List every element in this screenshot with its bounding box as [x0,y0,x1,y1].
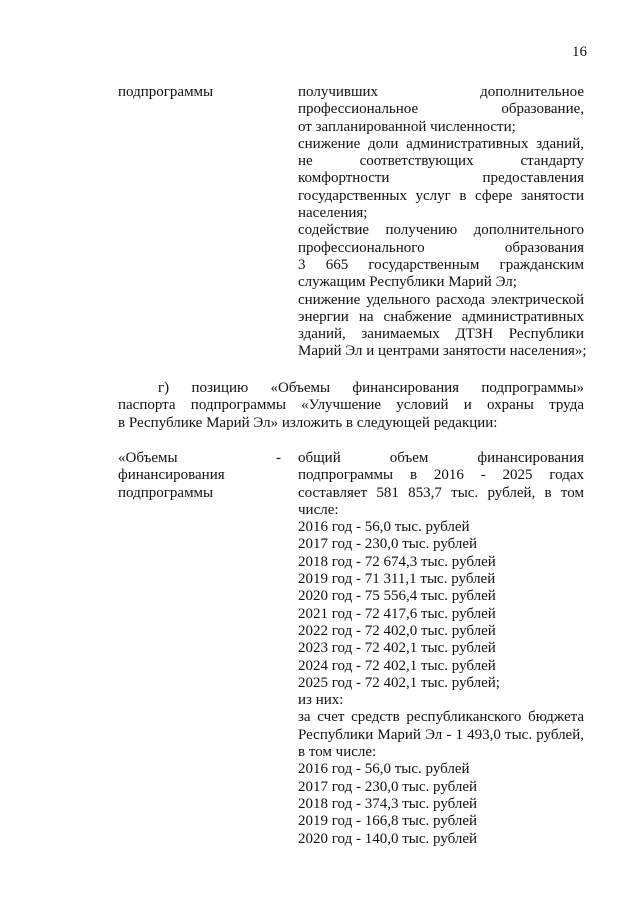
text-line: паспорта подпрограммы «Улучшение условий и охраны труда [118,397,584,414]
text-line: 2016 год - 56,0 тыс. рублей [298,519,470,536]
text-line: Республики Марий Эл - 1 493,0 тыс. рублей, [298,726,584,743]
text-line: составляет 581 853,7 тыс. рублей, в том [298,484,584,501]
text-line: числе: [298,501,339,518]
text-line: получивших дополнительное [298,84,584,100]
text-line: в том числе: [298,744,377,761]
text-line: зданий, занимаемых ДТЗН Республики [298,326,584,343]
text-line: профессиональное образование, [298,101,584,118]
text-line: г) позицию «Объемы финансирования подпрограммы» [158,380,584,396]
label-line: «Объемы [118,450,178,466]
page-number: 16 [572,44,587,60]
text-line: 2020 год - 75 556,4 тыс. рублей [298,588,496,605]
label-line: подпрограммы [118,484,214,501]
section-1-label: подпрограммы [118,84,214,100]
text-line: энергии на снабжение административных [298,308,584,325]
text-line: Марий Эл и центрами занятости населения»; [298,343,587,360]
text-line: 2021 год - 72 417,6 тыс. рублей [298,605,496,622]
text-line: 2018 год - 72 674,3 тыс. рублей [298,553,496,570]
text-line: 2018 год - 374,3 тыс. рублей [298,795,478,812]
section-2-label [118,450,288,502]
section-1-text [298,84,587,361]
text-line: 2022 год - 72 402,0 тыс. рублей [298,622,496,639]
text-line: снижение доли административных зданий, [298,135,584,152]
text-line: государственных услуг в сфере занятости [298,187,584,204]
text-line: 2019 год - 71 311,1 тыс. рублей [298,571,496,588]
text-line: 2025 год - 72 402,1 тыс. рублей; [298,674,500,691]
text-line: в Республике Марий Эл» изложить в следующей редакции: [118,414,498,431]
text-line: 2017 год - 230,0 тыс. рублей [298,536,478,553]
text-line: не соответствующих стандарту [298,153,584,170]
text-line: населения; [298,205,368,222]
text-line: служащим Республики Марий Эл; [298,274,517,291]
text-line: содействие получению дополнительного [298,222,584,239]
text-line: 2023 год - 72 402,1 тыс. рублей [298,640,496,657]
text-line: из них: [298,692,344,709]
amendment-paragraph [118,380,584,432]
text-line: профессионального образования [298,239,584,256]
text-line: снижение удельного расхода электрической [298,291,584,308]
section-2-text [298,450,584,848]
text-line: 2019 год - 166,8 тыс. рублей [298,813,478,830]
text-line: общий объем финансирования [298,450,584,466]
text-line: за счет средств республиканского бюджета [298,709,584,726]
text-line: подпрограммы в 2016 - 2025 годах [298,467,584,484]
label-line: финансирования [118,467,225,484]
text-line: 2017 год - 230,0 тыс. рублей [298,778,478,795]
text-line: 2024 год - 72 402,1 тыс. рублей [298,657,496,674]
text-line: 2016 год - 56,0 тыс. рублей [298,761,470,778]
text-line: от запланированной численности; [298,118,516,135]
section-2-dash: - [276,450,281,466]
text-line: 3 665 государственным гражданским [298,256,584,273]
text-line: комфортности предоставления [298,170,584,187]
text-line: 2020 год - 140,0 тыс. рублей [298,830,478,847]
